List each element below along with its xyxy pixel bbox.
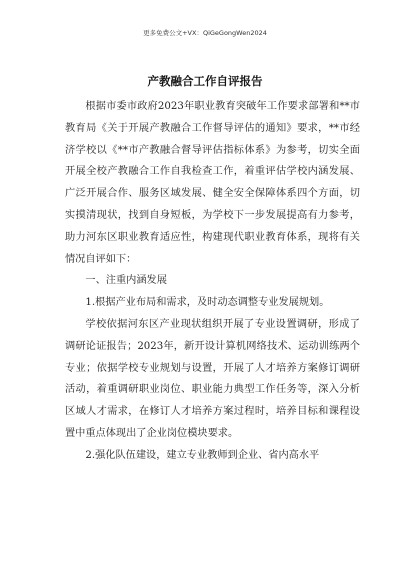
item-heading: 2.强化队伍建设，建立专业教师到企业、省内高水平 (85, 449, 320, 461)
header-note: 更多免费公文+VX：QiGeGongWen2024 (143, 29, 267, 37)
body-paragraph: 学校依据河东区产业现状组织开展了专业设置调研，形成了调研论证报告；2023年，新开设计算机网络技术、运动训练两个专业；依据学校专业规划与设置，开展了人才培养方案修订调研活动，着重调研职业岗位、职业能力典型工作任务等，深入分析区域人才需求，在修订人才培养方案过程时，培养目标和课程设置中重点体现出了企业岗位模块要求。 (65, 318, 360, 439)
document-body (65, 96, 360, 467)
document-title: 产教融合工作自评报告 (147, 74, 263, 88)
item-heading: 1.根据产业布局和需求，及时动态调整专业发展规划。 (85, 297, 330, 309)
intro-paragraph: 根据市委市政府2023年职业教育突破年工作要求部署和**市教育局《关于开展产教融合工作督导评估的通知》要求，**市经济学校以《**市产教融合督导评估指标体系》为参考，切实全面开展全校产教融合工作自我检查工作，着重评估学校内涵发展、广泛开展合作、服务区域发展、健全安全保障体系四个方面，切实摸清现状，找到自身短板，为学校下一步发展提高有力参考，助力河东区职业教育适应性，构建现代职业教育体系，现将有关情况自评如下： (65, 101, 360, 265)
section-heading: 一、注重内涵发展 (85, 275, 167, 287)
